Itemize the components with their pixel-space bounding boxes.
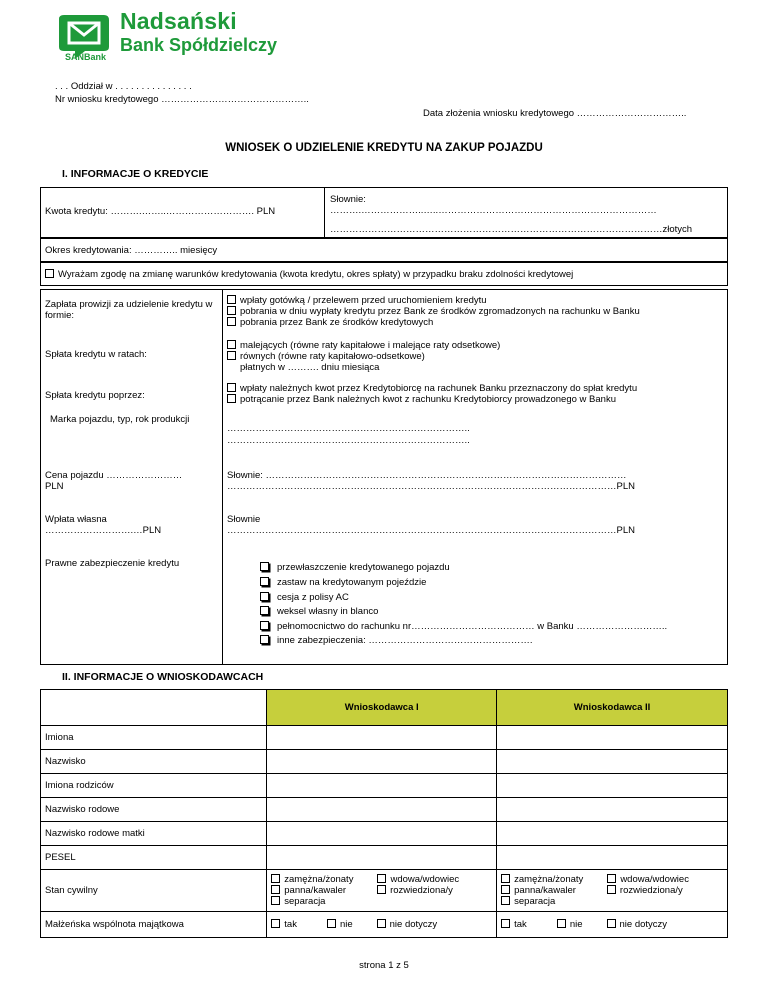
- commission-option-1-label: wpłaty gotówką / przelewem przed uruchomieniem kredytu: [240, 295, 487, 306]
- submission-date-field[interactable]: Data złożenia wniosku kredytowego ……………………………..: [423, 108, 687, 119]
- repayment-option-1-checkbox[interactable]: [227, 383, 236, 392]
- applicant-2-joint-property: [497, 912, 728, 938]
- repayment-option-2-label: potrącanie przez Bank należnych kwot z rachunku Kredytobiorcy prowadzonego w Banku: [240, 394, 616, 405]
- applicant-2-marital-status: [497, 870, 728, 912]
- applicant-1-header: Wnioskodawca I: [267, 690, 497, 726]
- document-title: WNIOSEK O UDZIELENIE KREDYTU NA ZAKUP POJAZDU: [225, 142, 543, 154]
- collateral-option-1-label: przewłaszczenie kredytowanego pojazdu: [277, 562, 450, 573]
- marital-2-widowed-checkbox[interactable]: [607, 874, 616, 883]
- amount-words-line-1[interactable]: ……….………………..…..……………………………………………………………: [330, 205, 657, 216]
- row-label: Nazwisko rodowe: [41, 798, 267, 822]
- commission-option-3-label: pobrania przez Bank ze środków kredytowych: [240, 317, 434, 328]
- collateral-option-3-label: cesja z polisy AC: [277, 592, 349, 603]
- property-2-yes-checkbox[interactable]: [501, 919, 510, 928]
- commission-option-2-checkbox[interactable]: [227, 306, 236, 315]
- option-label: separacja: [514, 896, 556, 907]
- row-label: Nazwisko: [41, 750, 267, 774]
- marital-2-separated-checkbox[interactable]: [501, 896, 510, 905]
- row-label: PESEL: [41, 846, 267, 870]
- collateral-option-6-checkbox[interactable]: [260, 635, 269, 644]
- marital-1-married-checkbox[interactable]: [271, 874, 280, 883]
- marital-2-divorced-checkbox[interactable]: [607, 885, 616, 894]
- bank-name: Nadsański: [120, 8, 237, 34]
- row-label: Imiona: [41, 726, 267, 750]
- installments-day-field[interactable]: płatnych w ………. dniu miesiąca: [240, 362, 380, 373]
- option-label: panna/kawaler: [514, 885, 576, 896]
- applicant-2-header: Wnioskodawca II: [497, 690, 728, 726]
- applicant-1-joint-property: [267, 912, 497, 938]
- row-label: Nazwisko rodowe matki: [41, 822, 267, 846]
- option-label: tak: [514, 919, 527, 930]
- commission-option-3-checkbox[interactable]: [227, 317, 236, 326]
- collateral-option-1-checkbox[interactable]: [260, 562, 269, 571]
- credit-period-field[interactable]: Okres kredytowania: ………….. miesięcy: [45, 245, 218, 256]
- own-contribution-field[interactable]: ……………………….…PLN: [45, 525, 162, 536]
- option-label: zamężna/żonaty: [514, 874, 584, 885]
- collateral-option-3-checkbox[interactable]: [260, 592, 269, 601]
- collateral-option-4-label: weksel własny in blanco: [277, 606, 379, 617]
- applicant-1-maiden-name[interactable]: [267, 798, 497, 822]
- amount-words-line-2[interactable]: ……………………………………………………………………………………………złotych: [330, 224, 693, 235]
- applicant-1-surname[interactable]: [267, 750, 497, 774]
- applicant-2-first-names[interactable]: [497, 726, 728, 750]
- collateral-option-4-checkbox[interactable]: [260, 606, 269, 615]
- collateral-option-6-label: inne zabezpieczenia: …………………………………………….: [277, 635, 533, 646]
- option-label: nie dotyczy: [619, 919, 668, 930]
- option-label: wdowa/wdowiec: [620, 874, 689, 885]
- marital-1-single-checkbox[interactable]: [271, 885, 280, 894]
- applicant-2-mother-maiden-name[interactable]: [497, 822, 728, 846]
- marital-2-married-checkbox[interactable]: [501, 874, 510, 883]
- own-words-label: Słownie: [227, 514, 261, 525]
- option-label: wdowa/wdowiec: [390, 874, 460, 885]
- credit-amount-field[interactable]: Kwota kredytu: ……….……..………………………. PLN: [45, 206, 276, 217]
- collateral-option-2-checkbox[interactable]: [260, 577, 269, 586]
- collateral-option-5-label: pełnomocnictwo do rachunku nr………………………………… w Banku ………………………..: [277, 621, 668, 632]
- installments-option-1-label: malejących (równe raty kapitałowe i malejące raty odsetkowe): [240, 340, 501, 351]
- commission-option-1-checkbox[interactable]: [227, 295, 236, 304]
- repayment-option-2-checkbox[interactable]: [227, 394, 236, 403]
- repayment-label: Spłata kredytu poprzez:: [45, 390, 145, 401]
- installments-option-1-checkbox[interactable]: [227, 340, 236, 349]
- installments-option-2-label: równych (równe raty kapitałowo-odsetkowe): [240, 351, 425, 362]
- vehicle-line-1[interactable]: …………………………………………………………………..: [227, 423, 470, 434]
- commission-option-2-label: pobrania w dniu wypłaty kredytu przez Bank ze środków zgromadzonych na rachunku w Banku: [240, 306, 640, 317]
- applicant-1-marital-status: [267, 870, 497, 912]
- option-label: zamężna/żonaty: [284, 874, 354, 885]
- installments-label: Spłata kredytu w ratach:: [45, 349, 147, 360]
- price-words-line-2[interactable]: ……………………………………………………………………………………………………………PLN: [227, 481, 635, 492]
- collateral-label: Prawne zabezpieczenie kredytu: [45, 558, 180, 569]
- bank-short-name: SANBank: [65, 52, 107, 62]
- applicant-1-first-names[interactable]: [267, 726, 497, 750]
- consent-checkbox[interactable]: [45, 269, 54, 278]
- collateral-option-2-label: zastaw na kredytowanym pojeździe: [277, 577, 427, 588]
- amount-words-label: Słownie:: [330, 194, 366, 205]
- option-label: nie: [339, 919, 353, 930]
- marital-status-label: Stan cywilny: [41, 870, 267, 912]
- branch-field[interactable]: . . . Oddział w . . . . . . . . . . . . . . .: [55, 81, 192, 92]
- price-words-line-1[interactable]: Słownie: ……………………………………………………………………………………………………: [227, 470, 627, 481]
- option-label: separacja: [284, 896, 326, 907]
- vehicle-price-currency: PLN: [45, 481, 64, 492]
- own-words-line[interactable]: ……………………………………………………………………………………………………………PLN: [227, 525, 635, 536]
- marital-1-separated-checkbox[interactable]: [271, 896, 280, 905]
- property-2-no-checkbox[interactable]: [557, 919, 566, 928]
- property-2-na-checkbox[interactable]: [607, 919, 616, 928]
- applicant-1-pesel[interactable]: [267, 846, 497, 870]
- option-label: panna/kawaler: [284, 885, 347, 896]
- applicant-2-maiden-name[interactable]: [497, 798, 728, 822]
- row-label: Imiona rodziców: [41, 774, 267, 798]
- page-number: strona 1 z 5: [359, 960, 409, 971]
- vehicle-label: Marka pojazdu, typ, rok produkcji: [50, 414, 190, 425]
- section-2-heading: II. INFORMACJE O WNIOSKODAWCACH: [62, 671, 264, 683]
- property-1-yes-checkbox[interactable]: [271, 919, 280, 928]
- applicant-2-pesel[interactable]: [497, 846, 728, 870]
- option-label: rozwiedziona/y: [619, 885, 683, 896]
- property-1-no-checkbox[interactable]: [327, 919, 336, 928]
- applicant-2-surname[interactable]: [497, 750, 728, 774]
- bank-subtitle: Bank Spółdzielczy: [120, 35, 278, 55]
- option-label: tak: [284, 919, 297, 930]
- applicant-1-parents-names[interactable]: [267, 774, 497, 798]
- consent-text: Wyrażam zgodę na zmianę warunków kredytowania (kwota kredytu, okres spłaty) w przypadku braku zdolności kredytowej: [58, 269, 574, 280]
- repayment-option-1-label: wpłaty należnych kwot przez Kredytobiorcę na rachunek Banku przeznaczony do spłat kredytu: [240, 383, 638, 394]
- vehicle-price-field[interactable]: Cena pojazdu ……………………: [45, 470, 183, 481]
- marital-1-widowed-checkbox[interactable]: [377, 874, 386, 883]
- joint-property-label: Małżeńska wspólnota majątkowa: [41, 912, 267, 938]
- own-contribution-label: Wpłata własna: [45, 514, 107, 525]
- vehicle-line-2[interactable]: …………………………………………………………………..: [227, 435, 470, 446]
- section-1-heading: I. INFORMACJE O KREDYCIE: [62, 168, 209, 180]
- property-1-na-checkbox[interactable]: [377, 919, 386, 928]
- applicant-2-parents-names[interactable]: [497, 774, 728, 798]
- application-number-field[interactable]: Nr wniosku kredytowego ………………………………………..: [55, 94, 309, 105]
- option-label: rozwiedziona/y: [390, 885, 453, 896]
- collateral-option-5-checkbox[interactable]: [260, 621, 269, 630]
- marital-2-single-checkbox[interactable]: [501, 885, 510, 894]
- commission-label: Zapłata prowizji za udzielenie kredytu w formie:: [45, 299, 213, 321]
- marital-1-divorced-checkbox[interactable]: [377, 885, 386, 894]
- applicant-1-mother-maiden-name[interactable]: [267, 822, 497, 846]
- option-label: nie dotyczy: [389, 919, 438, 930]
- installments-option-2-checkbox[interactable]: [227, 351, 236, 360]
- applicants-table: [40, 689, 728, 938]
- option-label: nie: [569, 919, 583, 930]
